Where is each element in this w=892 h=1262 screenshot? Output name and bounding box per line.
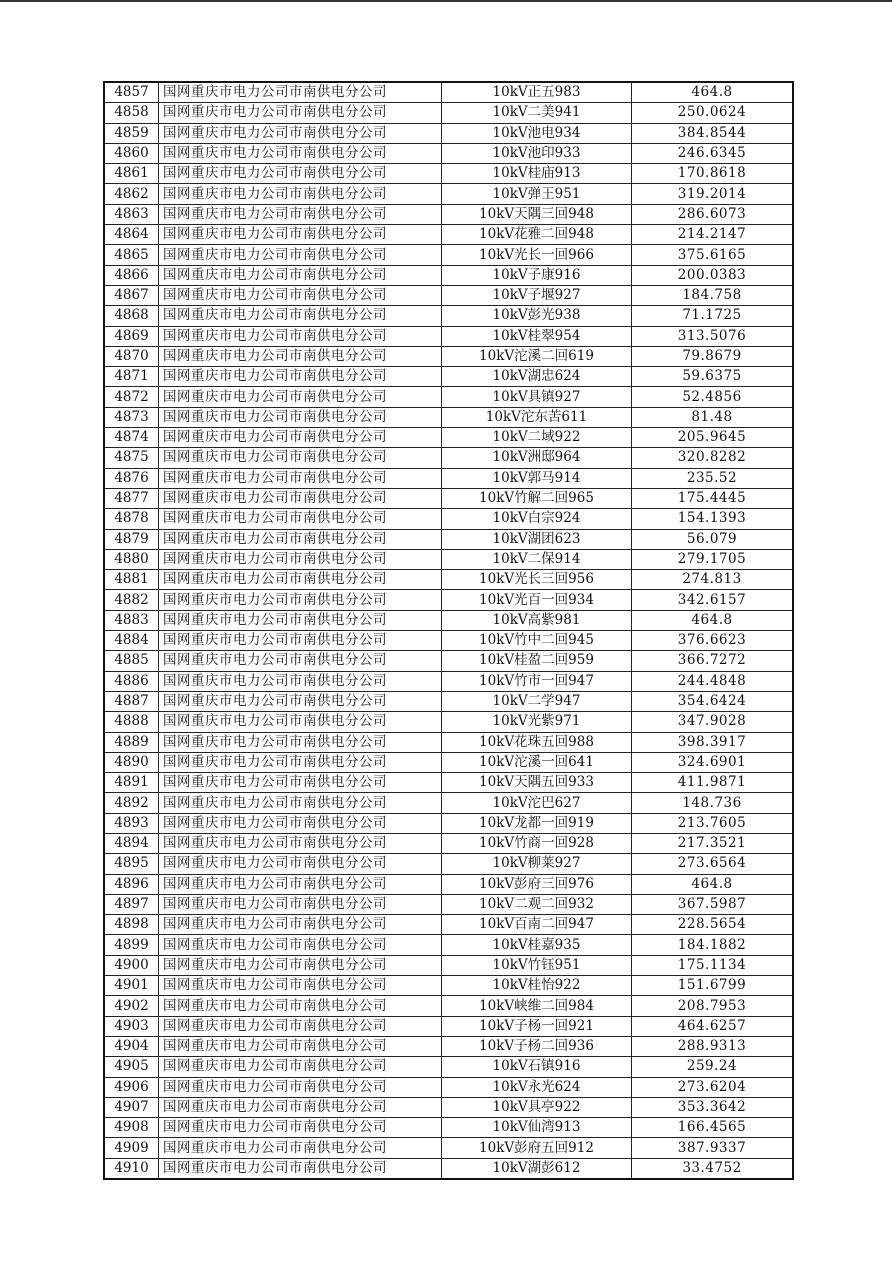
table-row (104, 773, 793, 793)
value-cell: 273.6204 (632, 1077, 794, 1097)
value-cell: 367.5987 (632, 894, 794, 914)
table-row (104, 955, 793, 975)
value-cell: 342.6157 (632, 590, 794, 610)
value-cell: 151.6799 (632, 976, 794, 996)
row-id-cell: 4878 (104, 509, 159, 529)
value-cell: 464.8 (632, 874, 794, 894)
table-row (104, 1036, 793, 1056)
row-id-cell: 4898 (104, 915, 159, 935)
org-name-cell: 国网重庆市电力公司市南供电分公司 (159, 326, 442, 346)
org-name-cell: 国网重庆市电力公司市南供电分公司 (159, 82, 442, 103)
row-id-cell: 4872 (104, 387, 159, 407)
row-id-cell: 4858 (104, 103, 159, 123)
org-name-cell: 国网重庆市电力公司市南供电分公司 (159, 955, 442, 975)
line-name-cell: 10kV永光624 (442, 1077, 632, 1097)
table-row (104, 184, 793, 204)
org-name-cell: 国网重庆市电力公司市南供电分公司 (159, 509, 442, 529)
table-row (104, 204, 793, 224)
row-id-cell: 4887 (104, 691, 159, 711)
row-id-cell: 4903 (104, 1016, 159, 1036)
org-name-cell: 国网重庆市电力公司市南供电分公司 (159, 204, 442, 224)
row-id-cell: 4884 (104, 631, 159, 651)
value-cell: 384.8544 (632, 123, 794, 143)
table-row (104, 1077, 793, 1097)
line-name-cell: 10kV湖团623 (442, 529, 632, 549)
table-row (104, 407, 793, 427)
value-cell: 288.9313 (632, 1036, 794, 1056)
table-row (104, 996, 793, 1016)
org-name-cell: 国网重庆市电力公司市南供电分公司 (159, 448, 442, 468)
table-row (104, 326, 793, 346)
line-name-cell: 10kV白宗924 (442, 509, 632, 529)
row-id-cell: 4896 (104, 874, 159, 894)
value-cell: 353.3642 (632, 1097, 794, 1117)
table-row (104, 894, 793, 914)
line-name-cell: 10kV花雅二回948 (442, 225, 632, 245)
line-name-cell: 10kV石镇916 (442, 1057, 632, 1077)
row-id-cell: 4879 (104, 529, 159, 549)
line-name-cell: 10kV竹市一回947 (442, 671, 632, 691)
org-name-cell: 国网重庆市电力公司市南供电分公司 (159, 1097, 442, 1117)
org-name-cell: 国网重庆市电力公司市南供电分公司 (159, 468, 442, 488)
value-cell: 33.4752 (632, 1158, 794, 1179)
table-row (104, 82, 793, 103)
line-name-cell: 10kV具亭922 (442, 1097, 632, 1117)
line-name-cell: 10kV正五983 (442, 82, 632, 103)
table-row (104, 976, 793, 996)
value-cell: 52.4856 (632, 387, 794, 407)
table-row (104, 265, 793, 285)
org-name-cell: 国网重庆市电力公司市南供电分公司 (159, 387, 442, 407)
data-table (103, 81, 794, 1180)
table-row (104, 103, 793, 123)
row-id-cell: 4869 (104, 326, 159, 346)
org-name-cell: 国网重庆市电力公司市南供电分公司 (159, 1118, 442, 1138)
line-name-cell: 10kV湖忠624 (442, 367, 632, 387)
line-name-cell: 10kV峡维二回984 (442, 996, 632, 1016)
value-cell: 184.1882 (632, 935, 794, 955)
line-name-cell: 10kV天隅三回948 (442, 204, 632, 224)
table-row (104, 813, 793, 833)
table-row (104, 468, 793, 488)
value-cell: 313.5076 (632, 326, 794, 346)
org-name-cell: 国网重庆市电力公司市南供电分公司 (159, 1077, 442, 1097)
value-cell: 56.079 (632, 529, 794, 549)
value-cell: 250.0624 (632, 103, 794, 123)
table-row (104, 285, 793, 305)
value-cell: 411.9871 (632, 773, 794, 793)
line-name-cell: 10kV竹钰951 (442, 955, 632, 975)
table-row (104, 833, 793, 853)
line-name-cell: 10kV弹王951 (442, 184, 632, 204)
value-cell: 354.6424 (632, 691, 794, 711)
line-name-cell: 10kV沱东苦611 (442, 407, 632, 427)
org-name-cell: 国网重庆市电力公司市南供电分公司 (159, 1158, 442, 1179)
org-name-cell: 国网重庆市电力公司市南供电分公司 (159, 712, 442, 732)
line-name-cell: 10kV二域922 (442, 428, 632, 448)
row-id-cell: 4894 (104, 833, 159, 853)
table-row (104, 123, 793, 143)
table-row (104, 631, 793, 651)
table-row (104, 143, 793, 163)
row-id-cell: 4905 (104, 1057, 159, 1077)
table-row (104, 488, 793, 508)
org-name-cell: 国网重庆市电力公司市南供电分公司 (159, 184, 442, 204)
value-cell: 170.8618 (632, 164, 794, 184)
table-row (104, 874, 793, 894)
value-cell: 464.6257 (632, 1016, 794, 1036)
org-name-cell: 国网重庆市电力公司市南供电分公司 (159, 833, 442, 853)
org-name-cell: 国网重庆市电力公司市南供电分公司 (159, 428, 442, 448)
value-cell: 366.7272 (632, 651, 794, 671)
org-name-cell: 国网重庆市电力公司市南供电分公司 (159, 874, 442, 894)
table-row (104, 691, 793, 711)
line-name-cell: 10kV百南二回947 (442, 915, 632, 935)
org-name-cell: 国网重庆市电力公司市南供电分公司 (159, 732, 442, 752)
value-cell: 387.9337 (632, 1138, 794, 1158)
row-id-cell: 4897 (104, 894, 159, 914)
org-name-cell: 国网重庆市电力公司市南供电分公司 (159, 103, 442, 123)
org-name-cell: 国网重庆市电力公司市南供电分公司 (159, 1016, 442, 1036)
line-name-cell: 10kV光紫971 (442, 712, 632, 732)
row-id-cell: 4870 (104, 346, 159, 366)
value-cell: 175.4445 (632, 488, 794, 508)
line-name-cell: 10kV竹解二回965 (442, 488, 632, 508)
org-name-cell: 国网重庆市电力公司市南供电分公司 (159, 225, 442, 245)
table-row (104, 509, 793, 529)
row-id-cell: 4886 (104, 671, 159, 691)
value-cell: 208.7953 (632, 996, 794, 1016)
table-row (104, 1118, 793, 1138)
table-row (104, 428, 793, 448)
org-name-cell: 国网重庆市电力公司市南供电分公司 (159, 691, 442, 711)
org-name-cell: 国网重庆市电力公司市南供电分公司 (159, 549, 442, 569)
line-name-cell: 10kV天隅五回933 (442, 773, 632, 793)
row-id-cell: 4861 (104, 164, 159, 184)
line-name-cell: 10kV具镇927 (442, 387, 632, 407)
table-row (104, 752, 793, 772)
org-name-cell: 国网重庆市电力公司市南供电分公司 (159, 285, 442, 305)
value-cell: 213.7605 (632, 813, 794, 833)
table-row (104, 549, 793, 569)
line-name-cell: 10kV池印933 (442, 143, 632, 163)
line-name-cell: 10kV二保914 (442, 549, 632, 569)
table-row (104, 915, 793, 935)
line-name-cell: 10kV仙湾913 (442, 1118, 632, 1138)
row-id-cell: 4901 (104, 976, 159, 996)
value-cell: 228.5654 (632, 915, 794, 935)
line-name-cell: 10kV子堰927 (442, 285, 632, 305)
line-name-cell: 10kV桂嘉935 (442, 935, 632, 955)
row-id-cell: 4868 (104, 306, 159, 326)
value-cell: 79.8679 (632, 346, 794, 366)
table-row (104, 570, 793, 590)
line-name-cell: 10kV光长三回956 (442, 570, 632, 590)
value-cell: 246.6345 (632, 143, 794, 163)
table-row (104, 448, 793, 468)
table-row (104, 367, 793, 387)
value-cell: 214.2147 (632, 225, 794, 245)
table-row (104, 671, 793, 691)
row-id-cell: 4889 (104, 732, 159, 752)
org-name-cell: 国网重庆市电力公司市南供电分公司 (159, 590, 442, 610)
org-name-cell: 国网重庆市电力公司市南供电分公司 (159, 610, 442, 630)
line-name-cell: 10kV二学947 (442, 691, 632, 711)
line-name-cell: 10kV竹中二回945 (442, 631, 632, 651)
row-id-cell: 4873 (104, 407, 159, 427)
value-cell: 166.4565 (632, 1118, 794, 1138)
value-cell: 205.9645 (632, 428, 794, 448)
line-name-cell: 10kV彭光938 (442, 306, 632, 326)
line-name-cell: 10kV二美941 (442, 103, 632, 123)
line-name-cell: 10kV桂庙913 (442, 164, 632, 184)
table-row (104, 387, 793, 407)
org-name-cell: 国网重庆市电力公司市南供电分公司 (159, 245, 442, 265)
value-cell: 81.48 (632, 407, 794, 427)
row-id-cell: 4863 (104, 204, 159, 224)
org-name-cell: 国网重庆市电力公司市南供电分公司 (159, 631, 442, 651)
line-name-cell: 10kV沱溪一回641 (442, 752, 632, 772)
line-name-cell: 10kV光百一回934 (442, 590, 632, 610)
table-row (104, 935, 793, 955)
org-name-cell: 国网重庆市电力公司市南供电分公司 (159, 346, 442, 366)
org-name-cell: 国网重庆市电力公司市南供电分公司 (159, 570, 442, 590)
row-id-cell: 4893 (104, 813, 159, 833)
row-id-cell: 4885 (104, 651, 159, 671)
row-id-cell: 4860 (104, 143, 159, 163)
org-name-cell: 国网重庆市电力公司市南供电分公司 (159, 793, 442, 813)
value-cell: 320.8282 (632, 448, 794, 468)
row-id-cell: 4859 (104, 123, 159, 143)
org-name-cell: 国网重庆市电力公司市南供电分公司 (159, 813, 442, 833)
org-name-cell: 国网重庆市电力公司市南供电分公司 (159, 935, 442, 955)
line-name-cell: 10kV光长一回966 (442, 245, 632, 265)
value-cell: 244.4848 (632, 671, 794, 691)
value-cell: 464.8 (632, 610, 794, 630)
value-cell: 184.758 (632, 285, 794, 305)
row-id-cell: 4909 (104, 1138, 159, 1158)
table-row (104, 1057, 793, 1077)
line-name-cell: 10kV子杨一回921 (442, 1016, 632, 1036)
org-name-cell: 国网重庆市电力公司市南供电分公司 (159, 164, 442, 184)
row-id-cell: 4866 (104, 265, 159, 285)
org-name-cell: 国网重庆市电力公司市南供电分公司 (159, 1138, 442, 1158)
table-row (104, 732, 793, 752)
org-name-cell: 国网重庆市电力公司市南供电分公司 (159, 123, 442, 143)
line-name-cell: 10kV沱巴627 (442, 793, 632, 813)
line-name-cell: 10kV桂盈二回959 (442, 651, 632, 671)
line-name-cell: 10kV龙都一回919 (442, 813, 632, 833)
value-cell: 324.6901 (632, 752, 794, 772)
value-cell: 235.52 (632, 468, 794, 488)
org-name-cell: 国网重庆市电力公司市南供电分公司 (159, 1057, 442, 1077)
row-id-cell: 4865 (104, 245, 159, 265)
table-body (104, 82, 793, 1179)
table-row (104, 306, 793, 326)
value-cell: 259.24 (632, 1057, 794, 1077)
line-name-cell: 10kV高紫981 (442, 610, 632, 630)
org-name-cell: 国网重庆市电力公司市南供电分公司 (159, 143, 442, 163)
row-id-cell: 4907 (104, 1097, 159, 1117)
org-name-cell: 国网重庆市电力公司市南供电分公司 (159, 894, 442, 914)
line-name-cell: 10kV洲邸964 (442, 448, 632, 468)
value-cell: 59.6375 (632, 367, 794, 387)
table-row (104, 610, 793, 630)
org-name-cell: 国网重庆市电力公司市南供电分公司 (159, 265, 442, 285)
org-name-cell: 国网重庆市电力公司市南供电分公司 (159, 488, 442, 508)
org-name-cell: 国网重庆市电力公司市南供电分公司 (159, 407, 442, 427)
org-name-cell: 国网重庆市电力公司市南供电分公司 (159, 1036, 442, 1056)
org-name-cell: 国网重庆市电力公司市南供电分公司 (159, 976, 442, 996)
org-name-cell: 国网重庆市电力公司市南供电分公司 (159, 996, 442, 1016)
line-name-cell: 10kV沱溪二回619 (442, 346, 632, 366)
value-cell: 279.1705 (632, 549, 794, 569)
row-id-cell: 4877 (104, 488, 159, 508)
value-cell: 398.3917 (632, 732, 794, 752)
row-id-cell: 4910 (104, 1158, 159, 1179)
row-id-cell: 4895 (104, 854, 159, 874)
row-id-cell: 4871 (104, 367, 159, 387)
value-cell: 464.8 (632, 82, 794, 103)
value-cell: 319.2014 (632, 184, 794, 204)
value-cell: 286.6073 (632, 204, 794, 224)
row-id-cell: 4862 (104, 184, 159, 204)
table-row (104, 590, 793, 610)
line-name-cell: 10kV二观二回932 (442, 894, 632, 914)
row-id-cell: 4904 (104, 1036, 159, 1056)
row-id-cell: 4880 (104, 549, 159, 569)
table-row (104, 1158, 793, 1179)
value-cell: 71.1725 (632, 306, 794, 326)
row-id-cell: 4892 (104, 793, 159, 813)
line-name-cell: 10kV柳莱927 (442, 854, 632, 874)
table-row (104, 854, 793, 874)
row-id-cell: 4882 (104, 590, 159, 610)
line-name-cell: 10kV郭马914 (442, 468, 632, 488)
line-name-cell: 10kV彭府五回912 (442, 1138, 632, 1158)
org-name-cell: 国网重庆市电力公司市南供电分公司 (159, 915, 442, 935)
value-cell: 273.6564 (632, 854, 794, 874)
table-row (104, 1138, 793, 1158)
row-id-cell: 4900 (104, 955, 159, 975)
value-cell: 154.1393 (632, 509, 794, 529)
org-name-cell: 国网重庆市电力公司市南供电分公司 (159, 854, 442, 874)
org-name-cell: 国网重庆市电力公司市南供电分公司 (159, 752, 442, 772)
row-id-cell: 4891 (104, 773, 159, 793)
value-cell: 148.736 (632, 793, 794, 813)
table-row (104, 529, 793, 549)
org-name-cell: 国网重庆市电力公司市南供电分公司 (159, 306, 442, 326)
org-name-cell: 国网重庆市电力公司市南供电分公司 (159, 773, 442, 793)
row-id-cell: 4906 (104, 1077, 159, 1097)
table-row (104, 225, 793, 245)
row-id-cell: 4902 (104, 996, 159, 1016)
table-row (104, 164, 793, 184)
table-row (104, 1016, 793, 1036)
table-row (104, 651, 793, 671)
value-cell: 376.6623 (632, 631, 794, 651)
row-id-cell: 4881 (104, 570, 159, 590)
line-name-cell: 10kV池电934 (442, 123, 632, 143)
org-name-cell: 国网重庆市电力公司市南供电分公司 (159, 671, 442, 691)
line-name-cell: 10kV子康916 (442, 265, 632, 285)
line-name-cell: 10kV桂翠954 (442, 326, 632, 346)
value-cell: 347.9028 (632, 712, 794, 732)
row-id-cell: 4857 (104, 82, 159, 103)
table-row (104, 245, 793, 265)
row-id-cell: 4908 (104, 1118, 159, 1138)
line-name-cell: 10kV彭府三回976 (442, 874, 632, 894)
row-id-cell: 4864 (104, 225, 159, 245)
line-name-cell: 10kV花珠五回988 (442, 732, 632, 752)
value-cell: 274.813 (632, 570, 794, 590)
row-id-cell: 4899 (104, 935, 159, 955)
org-name-cell: 国网重庆市电力公司市南供电分公司 (159, 651, 442, 671)
row-id-cell: 4867 (104, 285, 159, 305)
row-id-cell: 4876 (104, 468, 159, 488)
value-cell: 375.6165 (632, 245, 794, 265)
row-id-cell: 4883 (104, 610, 159, 630)
row-id-cell: 4874 (104, 428, 159, 448)
row-id-cell: 4888 (104, 712, 159, 732)
page-top-border (0, 0, 892, 2)
value-cell: 217.3521 (632, 833, 794, 853)
row-id-cell: 4890 (104, 752, 159, 772)
table-row (104, 793, 793, 813)
line-name-cell: 10kV竹商一回928 (442, 833, 632, 853)
value-cell: 175.1134 (632, 955, 794, 975)
row-id-cell: 4875 (104, 448, 159, 468)
line-name-cell: 10kV桂怡922 (442, 976, 632, 996)
table-row (104, 1097, 793, 1117)
value-cell: 200.0383 (632, 265, 794, 285)
table-row (104, 712, 793, 732)
line-name-cell: 10kV湖彭612 (442, 1158, 632, 1179)
line-name-cell: 10kV子杨二回936 (442, 1036, 632, 1056)
org-name-cell: 国网重庆市电力公司市南供电分公司 (159, 367, 442, 387)
table-row (104, 346, 793, 366)
org-name-cell: 国网重庆市电力公司市南供电分公司 (159, 529, 442, 549)
